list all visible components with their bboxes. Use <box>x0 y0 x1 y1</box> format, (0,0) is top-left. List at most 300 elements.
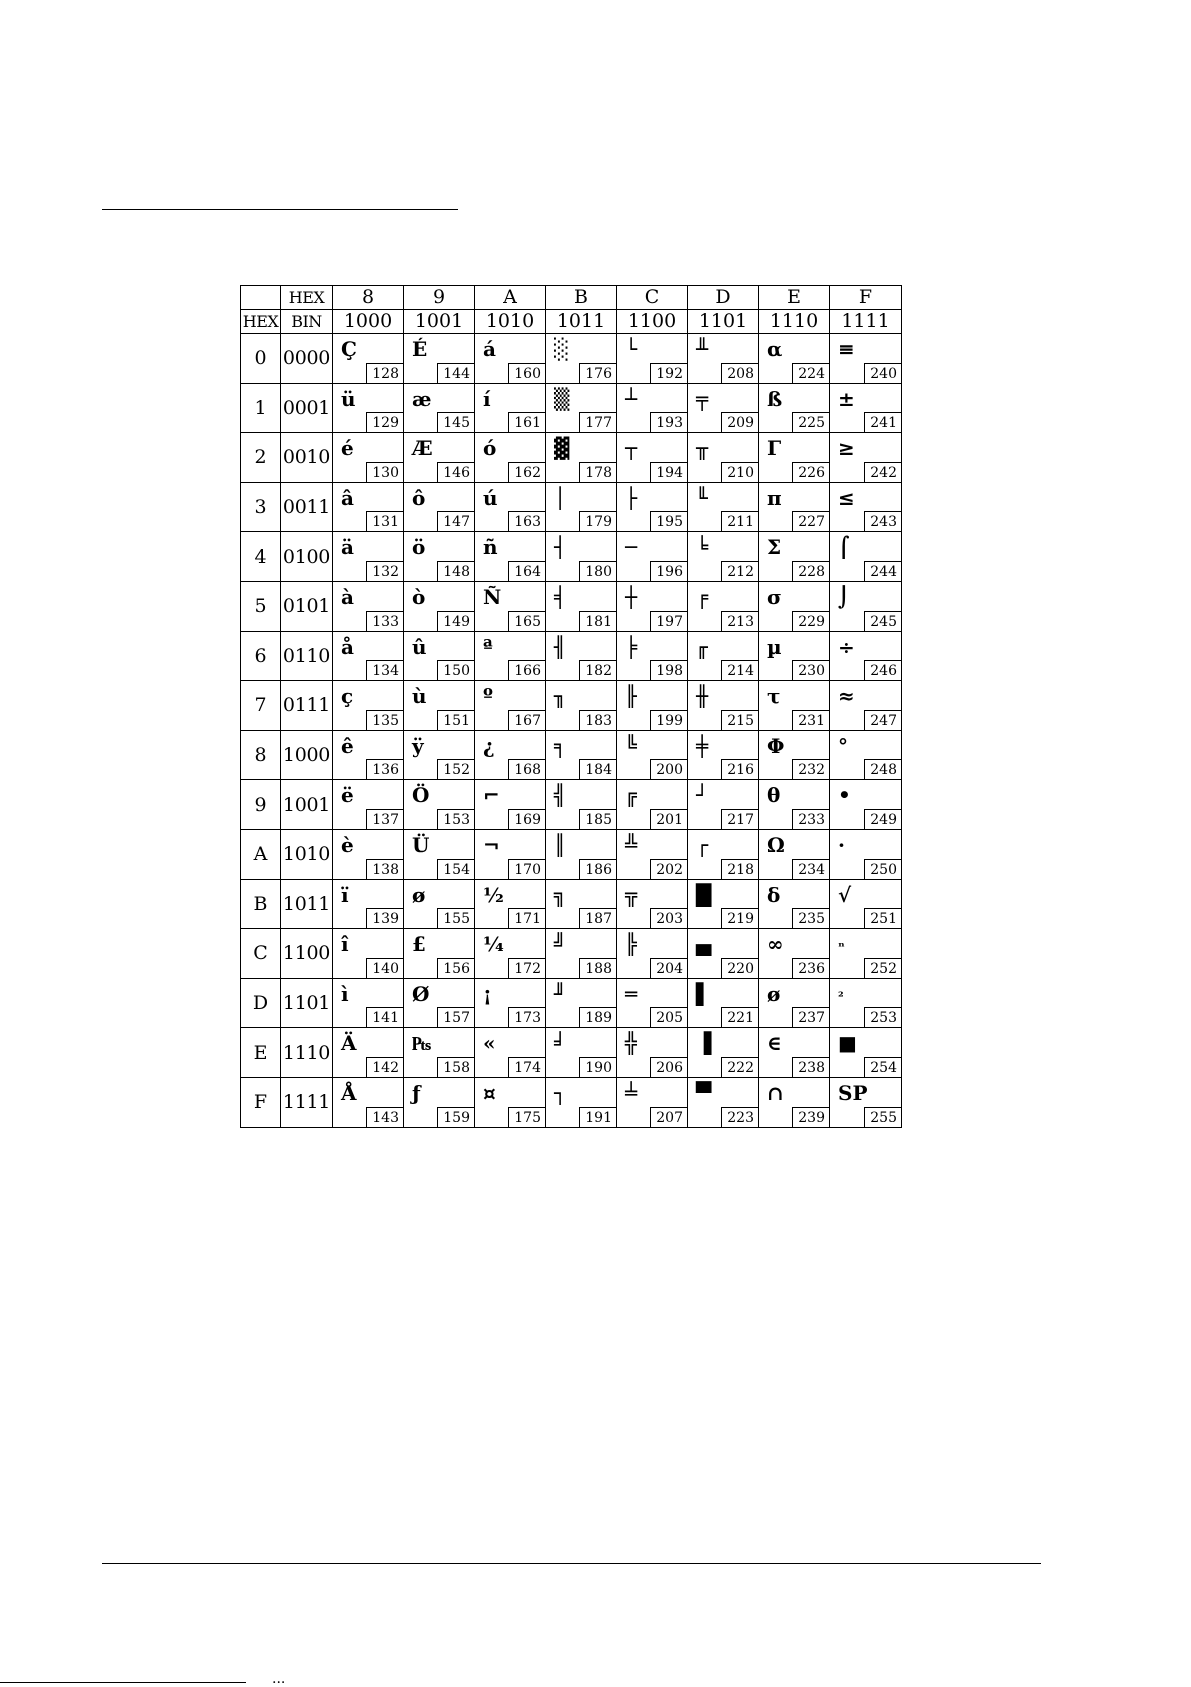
char-glyph: └ <box>625 337 638 361</box>
char-cell <box>475 780 546 830</box>
char-cell <box>617 929 688 979</box>
char-code: 254 <box>864 1057 902 1078</box>
char-code: 179 <box>579 511 617 532</box>
char-code: 185 <box>579 809 617 830</box>
char-glyph: ø <box>412 882 426 907</box>
row-bin-label: 1010 <box>281 829 333 879</box>
char-cell <box>404 829 475 879</box>
char-cell <box>830 334 902 384</box>
char-cell <box>546 730 617 780</box>
col-hex-e: E <box>759 286 830 310</box>
char-cell <box>759 532 830 582</box>
char-cell <box>830 1028 902 1078</box>
char-cell <box>759 1028 830 1078</box>
char-glyph: ▄ <box>696 932 712 957</box>
char-cell <box>759 1077 830 1127</box>
char-cell <box>546 681 617 731</box>
char-code: 159 <box>437 1107 475 1128</box>
char-code: 131 <box>366 511 404 532</box>
char-code: 150 <box>437 660 475 681</box>
char-code: 189 <box>579 1007 617 1028</box>
row-bin-label: 1000 <box>281 730 333 780</box>
char-cell <box>688 681 759 731</box>
char-code: 139 <box>366 908 404 929</box>
char-code: 148 <box>437 561 475 582</box>
char-cell <box>404 482 475 532</box>
char-cell <box>688 383 759 433</box>
char-glyph: ¡ <box>483 981 492 1006</box>
char-cell <box>688 334 759 384</box>
char-code: 219 <box>721 908 759 929</box>
char-glyph: ó <box>483 436 497 461</box>
char-code: 128 <box>366 363 404 384</box>
char-code: 205 <box>650 1007 688 1028</box>
char-glyph: º <box>483 684 493 709</box>
char-cell <box>688 929 759 979</box>
char-glyph: ╘ <box>696 535 709 560</box>
char-cell <box>759 879 830 929</box>
row-hex-label: 5 <box>241 581 281 631</box>
char-glyph: ╥ <box>696 436 709 461</box>
char-cell <box>546 482 617 532</box>
char-code: 233 <box>792 809 830 830</box>
char-code: 165 <box>508 611 546 632</box>
char-glyph: ▀ <box>696 1080 712 1105</box>
char-cell <box>404 631 475 681</box>
row-hex-label: 2 <box>241 433 281 483</box>
char-cell <box>475 730 546 780</box>
char-code: 182 <box>579 660 617 681</box>
char-cell <box>333 581 404 631</box>
bottom-rule <box>102 1563 1041 1564</box>
char-glyph: ║ <box>554 832 567 857</box>
char-glyph: ñ <box>483 535 498 560</box>
col-bin-8: 1000 <box>333 310 404 334</box>
corner-blank <box>241 286 281 310</box>
char-code: 255 <box>864 1107 902 1128</box>
char-code: 252 <box>864 958 902 979</box>
char-glyph: µ <box>767 634 782 659</box>
char-code: 136 <box>366 759 404 780</box>
char-code: 210 <box>721 462 759 483</box>
char-cell <box>546 879 617 929</box>
char-cell <box>830 780 902 830</box>
char-code: 198 <box>650 660 688 681</box>
char-cell <box>475 334 546 384</box>
char-cell <box>333 532 404 582</box>
char-glyph: ⁿ <box>838 940 845 956</box>
char-glyph: ╗ <box>554 882 567 907</box>
char-code: 247 <box>864 710 902 731</box>
char-code: 199 <box>650 710 688 731</box>
char-glyph: à <box>341 584 354 609</box>
char-code: 232 <box>792 759 830 780</box>
char-glyph: √ <box>838 882 852 907</box>
col-bin-f: 1111 <box>830 310 902 334</box>
char-code: 223 <box>721 1107 759 1128</box>
char-cell <box>404 879 475 929</box>
char-cell <box>688 631 759 681</box>
char-glyph: Φ <box>767 733 785 758</box>
table-row <box>241 334 902 384</box>
char-glyph: ╪ <box>696 733 709 758</box>
char-cell <box>688 581 759 631</box>
char-cell <box>688 1028 759 1078</box>
char-cell <box>475 433 546 483</box>
char-glyph: ╓ <box>696 634 709 659</box>
char-cell <box>617 978 688 1028</box>
char-glyph: ┤ <box>554 535 567 560</box>
char-cell <box>333 482 404 532</box>
char-glyph: ╚ <box>625 733 638 758</box>
char-glyph: å <box>341 634 354 659</box>
char-cell <box>617 581 688 631</box>
char-code: 161 <box>508 412 546 433</box>
char-code: 245 <box>864 611 902 632</box>
table-row <box>241 879 902 929</box>
table-row <box>241 631 902 681</box>
char-cell <box>759 334 830 384</box>
char-code: 213 <box>721 611 759 632</box>
char-code: 149 <box>437 611 475 632</box>
char-glyph: ╝ <box>554 932 567 957</box>
char-code: 230 <box>792 660 830 681</box>
row-bin-label: 0110 <box>281 631 333 681</box>
row-bin-label: 1110 <box>281 1028 333 1078</box>
table-row <box>241 1077 902 1127</box>
char-glyph: ╙ <box>696 485 709 510</box>
char-code: 133 <box>366 611 404 632</box>
char-code: 214 <box>721 660 759 681</box>
row-bin-label: 0111 <box>281 681 333 731</box>
char-glyph: É <box>412 337 428 361</box>
char-code: 160 <box>508 363 546 384</box>
char-cell <box>546 532 617 582</box>
char-cell <box>475 929 546 979</box>
char-cell <box>759 829 830 879</box>
char-glyph: ê <box>341 733 354 758</box>
col-hex-b: B <box>546 286 617 310</box>
char-code: 217 <box>721 809 759 830</box>
char-glyph: ∩ <box>767 1080 784 1105</box>
char-glyph: Σ <box>767 535 782 560</box>
row-bin-label: 1011 <box>281 879 333 929</box>
char-glyph: ¤ <box>483 1080 496 1105</box>
char-glyph: ç <box>341 684 354 709</box>
char-glyph: ╢ <box>554 634 567 659</box>
char-glyph: │ <box>554 485 567 510</box>
char-code: 216 <box>721 759 759 780</box>
char-cell <box>333 1028 404 1078</box>
col-bin-e: 1110 <box>759 310 830 334</box>
char-glyph: ├ <box>625 485 638 510</box>
char-cell <box>404 581 475 631</box>
char-glyph: Ω <box>767 832 785 857</box>
char-cell <box>333 829 404 879</box>
char-code: 169 <box>508 809 546 830</box>
char-code: 228 <box>792 561 830 582</box>
col-bin-a: 1010 <box>475 310 546 334</box>
char-code: 191 <box>579 1107 617 1128</box>
char-cell <box>688 829 759 879</box>
table-row <box>241 1028 902 1078</box>
char-glyph: ⌠ <box>838 535 850 560</box>
char-glyph: π <box>767 485 782 510</box>
char-code: 222 <box>721 1057 759 1078</box>
char-cell <box>759 730 830 780</box>
char-glyph: δ <box>767 882 781 907</box>
char-cell <box>617 681 688 731</box>
char-cell <box>333 433 404 483</box>
char-cell <box>617 631 688 681</box>
char-glyph: ¼ <box>483 932 504 957</box>
char-code: 156 <box>437 958 475 979</box>
char-cell <box>830 433 902 483</box>
char-cell <box>830 978 902 1028</box>
char-glyph: ▓ <box>554 436 570 461</box>
char-code: 248 <box>864 759 902 780</box>
char-code: 227 <box>792 511 830 532</box>
char-glyph: ÷ <box>838 634 855 659</box>
char-code: 196 <box>650 561 688 582</box>
char-cell <box>688 532 759 582</box>
char-glyph: ⌡ <box>838 584 850 609</box>
char-code: 162 <box>508 462 546 483</box>
char-cell <box>333 780 404 830</box>
char-glyph: ₧ <box>412 1031 432 1056</box>
char-code: 192 <box>650 363 688 384</box>
col-hex-f: F <box>830 286 902 310</box>
char-code: 145 <box>437 412 475 433</box>
char-glyph: ╜ <box>554 981 567 1006</box>
char-glyph: Γ <box>767 436 782 461</box>
char-cell <box>830 532 902 582</box>
char-glyph: Å <box>341 1080 357 1105</box>
char-cell <box>688 978 759 1028</box>
row-hex-label: C <box>241 929 281 979</box>
char-glyph: τ <box>767 684 781 709</box>
char-cell <box>688 879 759 929</box>
char-code: 167 <box>508 710 546 731</box>
row-hex-label: 7 <box>241 681 281 731</box>
char-code: 143 <box>366 1107 404 1128</box>
char-code: 209 <box>721 412 759 433</box>
row-hex-label: D <box>241 978 281 1028</box>
char-code: 183 <box>579 710 617 731</box>
char-glyph: ø <box>767 981 781 1006</box>
char-code: 251 <box>864 908 902 929</box>
char-code: 184 <box>579 759 617 780</box>
char-glyph: ¿ <box>483 733 495 758</box>
header-row-bin <box>241 310 902 334</box>
char-code: 129 <box>366 412 404 433</box>
char-glyph: £ <box>412 932 426 957</box>
char-glyph: ┌ <box>696 832 709 857</box>
char-glyph: ë <box>341 783 354 808</box>
char-code: 171 <box>508 908 546 929</box>
char-code: 231 <box>792 710 830 731</box>
char-code: 236 <box>792 958 830 979</box>
char-code: 138 <box>366 859 404 880</box>
char-cell <box>546 581 617 631</box>
table-row <box>241 780 902 830</box>
char-code: 215 <box>721 710 759 731</box>
char-cell <box>617 829 688 879</box>
char-code: 134 <box>366 660 404 681</box>
char-glyph: SP <box>838 1080 868 1105</box>
char-code: 177 <box>579 412 617 433</box>
char-code: 164 <box>508 561 546 582</box>
row-hex-label: 9 <box>241 780 281 830</box>
char-glyph: ┘ <box>696 783 709 808</box>
char-code: 246 <box>864 660 902 681</box>
char-code: 207 <box>650 1107 688 1128</box>
row-bin-label: 0001 <box>281 383 333 433</box>
char-cell <box>333 730 404 780</box>
char-cell <box>546 631 617 681</box>
char-cell <box>475 1028 546 1078</box>
char-glyph: ╬ <box>625 1031 638 1056</box>
char-cell <box>333 383 404 433</box>
char-cell <box>333 681 404 731</box>
char-cell <box>404 929 475 979</box>
character-code-table <box>240 285 902 1128</box>
char-glyph: ╨ <box>696 337 709 361</box>
char-code: 154 <box>437 859 475 880</box>
char-code: 178 <box>579 462 617 483</box>
row-hex-label: 0 <box>241 334 281 384</box>
col-hex-c: C <box>617 286 688 310</box>
table-row <box>241 829 902 879</box>
char-glyph: ╠ <box>625 932 638 957</box>
char-glyph: ■ <box>838 1031 857 1056</box>
char-code: 147 <box>437 511 475 532</box>
char-glyph: ╤ <box>696 386 709 411</box>
char-glyph: ⌐ <box>483 783 500 808</box>
row-hex-label: 1 <box>241 383 281 433</box>
top-rule <box>102 209 458 210</box>
table-row <box>241 681 902 731</box>
char-cell <box>404 532 475 582</box>
char-code: 203 <box>650 908 688 929</box>
char-code: 180 <box>579 561 617 582</box>
char-cell <box>404 383 475 433</box>
row-hex-label: 8 <box>241 730 281 780</box>
char-glyph: ä <box>341 535 354 560</box>
char-cell <box>475 383 546 433</box>
char-code: 151 <box>437 710 475 731</box>
char-code: 237 <box>792 1007 830 1028</box>
char-code: 187 <box>579 908 617 929</box>
char-cell <box>475 681 546 731</box>
col-hex-a: A <box>475 286 546 310</box>
char-cell <box>688 433 759 483</box>
char-glyph: ╔ <box>625 783 638 808</box>
char-cell <box>617 1028 688 1078</box>
row-hex-label: E <box>241 1028 281 1078</box>
char-cell <box>759 681 830 731</box>
col-hex-9: 9 <box>404 286 475 310</box>
char-cell <box>617 879 688 929</box>
char-glyph: Ü <box>412 832 430 857</box>
char-cell <box>475 532 546 582</box>
char-code: 238 <box>792 1057 830 1078</box>
char-code: 242 <box>864 462 902 483</box>
char-glyph: · <box>838 832 845 857</box>
corner-hex2-label: HEX <box>241 310 281 334</box>
char-code: 235 <box>792 908 830 929</box>
char-cell <box>475 879 546 929</box>
char-cell <box>404 1028 475 1078</box>
char-glyph: ╧ <box>625 1080 638 1105</box>
char-glyph: ½ <box>483 882 504 907</box>
char-glyph: é <box>341 436 354 461</box>
char-glyph: ò <box>412 584 426 609</box>
char-glyph: ╡ <box>554 584 567 609</box>
table-row <box>241 482 902 532</box>
char-cell <box>404 978 475 1028</box>
char-glyph: ú <box>483 485 498 510</box>
header-row-hex <box>241 286 902 310</box>
char-glyph: ═ <box>625 981 638 1006</box>
table-body <box>241 334 902 1128</box>
char-code: 140 <box>366 958 404 979</box>
table-row <box>241 978 902 1028</box>
char-cell <box>475 1077 546 1127</box>
char-code: 221 <box>721 1007 759 1028</box>
char-code: 212 <box>721 561 759 582</box>
char-code: 241 <box>864 412 902 433</box>
char-code: 152 <box>437 759 475 780</box>
char-cell <box>830 879 902 929</box>
char-glyph: â <box>341 485 354 510</box>
char-code: 211 <box>721 511 759 532</box>
char-glyph: ∈ <box>767 1031 782 1056</box>
char-cell <box>546 780 617 830</box>
char-glyph: ì <box>341 981 349 1006</box>
char-cell <box>830 581 902 631</box>
char-code: 220 <box>721 958 759 979</box>
char-code: 135 <box>366 710 404 731</box>
char-code: 188 <box>579 958 617 979</box>
char-code: 224 <box>792 363 830 384</box>
char-code: 172 <box>508 958 546 979</box>
char-glyph: ù <box>412 684 427 709</box>
char-cell <box>475 978 546 1028</box>
col-bin-b: 1011 <box>546 310 617 334</box>
char-cell <box>830 681 902 731</box>
char-code: 239 <box>792 1107 830 1128</box>
char-code: 253 <box>864 1007 902 1028</box>
char-cell <box>404 681 475 731</box>
char-glyph: í <box>483 386 491 411</box>
row-bin-label: 1101 <box>281 978 333 1028</box>
char-code: 226 <box>792 462 830 483</box>
char-cell <box>546 978 617 1028</box>
char-code: 174 <box>508 1057 546 1078</box>
char-glyph: ß <box>767 386 783 411</box>
char-glyph: û <box>412 634 427 659</box>
char-glyph: ╖ <box>554 684 567 709</box>
row-bin-label: 1100 <box>281 929 333 979</box>
char-cell <box>759 581 830 631</box>
char-glyph: ┬ <box>625 436 638 461</box>
char-cell <box>546 433 617 483</box>
char-cell <box>333 631 404 681</box>
char-cell <box>404 334 475 384</box>
char-cell <box>546 929 617 979</box>
char-glyph: æ <box>412 386 432 411</box>
